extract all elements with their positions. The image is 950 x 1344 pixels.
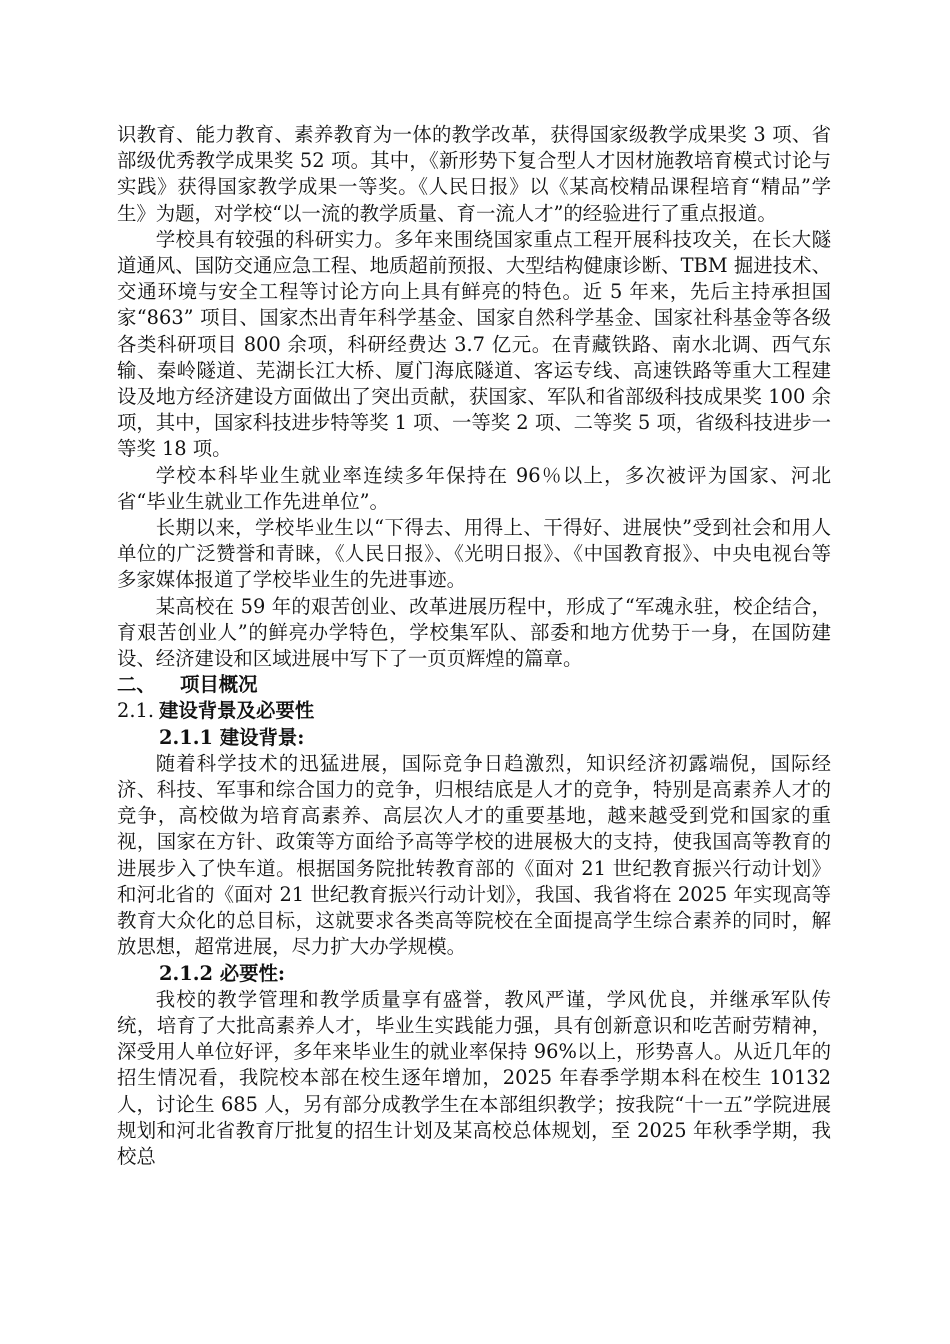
paragraph-necessity: 我校的教学管理和教学质量享有盛誉，教风严谨，学风优良，并继承军队传统，培育了大批高素养人才，毕业生实践能力强，具有创新意识和吃苦耐劳精神，深受用人单位好评，多年来毕业生的就业率保持 96%以上，形势喜人。从近几年的招生情况看，我院校本部在校生逐年增加，2025 年春季学期本科在校生 10132 人，讨论生 685 人，另有部分成教学生在本部组织教学；按我院“十一五”学院进展规划和河北省教育厅批复的招生计划及某高校总体规划，至 2025 年秋季学期，我校总 xyxy=(117,987,831,1168)
paragraph-employment-rate: 学校本科毕业生就业率连续多年保持在 96％以上，多次被评为国家、河北省“毕业生就业工作先进单位”。 xyxy=(117,463,831,513)
subsection-heading-background-necessity xyxy=(117,698,831,724)
section-heading-project-overview xyxy=(117,672,831,698)
document-body xyxy=(117,122,831,1170)
paragraph-teaching-reform: 识教育、能力教育、素养教育为一体的教学改革，获得国家级教学成果奖 3 项、省部级优秀教学成果奖 52 项。其中，《新形势下复合型人才因材施教培育模式讨论与实践》获得国家教学成果一等奖。《人民日报》以《某高校精品课程培育“精品”学生》为题，对学校“以一流的教学质量、育一流人才”的经验进行了重点报道。 xyxy=(117,123,831,225)
paragraph-construction-background: 随着科学技术的迅猛进展，国际竞争日趋激烈，知识经济初露端倪，国际经济、科技、军事和综合国力的竞争，归根结底是人才的竞争，特别是高素养人才的竞争，高校做为培育高素养、高层次人才的重要基地，越来越受到党和国家的重视，国家在方针、政策等方面给予高等学校的进展极大的支持，使我国高等教育的进展步入了快车道。根据国务院批转教育部的《面对 21 世纪教育振兴行动计划》和河北省的《面对 21 世纪教育振兴行动计划》，我国、我省将在 2025 年实现高等教育大众化的总目标，这就要求各类高等院校在全面提高学生综合素养的同时，解放思想，超常进展，尽力扩大办学规模。 xyxy=(117,751,831,959)
section-title: 项目概况 xyxy=(180,673,258,697)
subsubsection-heading-necessity: 2.1.2 必要性: xyxy=(159,961,286,985)
section-number: 二、 xyxy=(117,673,156,697)
subsubsection-heading-background: 2.1.1 建设背景: xyxy=(159,725,305,749)
subsection-number: 2.1. xyxy=(117,699,155,723)
paragraph-school-history: 某高校在 59 年的艰苦创业、改革进展历程中，形成了“军魂永驻，校企结合，育艰苦创业人”的鲜亮办学特色，学校集军队、部委和地方优势于一身，在国防建设、经济建设和区域进展中写下了一页页辉煌的篇章。 xyxy=(117,594,831,671)
paragraph-graduate-reputation: 长期以来，学校毕业生以“下得去、用得上、干得好、进展快”受到社会和用人单位的广泛赞誉和青睐，《人民日报》、《光明日报》、《中国教育报》、中央电视台等多家媒体报道了学校毕业生的先进事迹。 xyxy=(117,516,831,592)
paragraph-research-strength: 学校具有较强的科研实力。多年来围绕国家重点工程开展科技攻关，在长大隧道通风、国防交通应急工程、地质超前预报、大型结构健康诊断、TBM 掘进技术、交通环境与安全工程等讨论方向上具有鲜亮的特色。近 5 年来，先后主持承担国家“863” 项目、国家杰出青年科学基金、国家自然科学基金、国家社科基金等各级各类科研项目 800 余项，科研经费达 3.7 亿元。在青藏铁路、南水北调、西气东输、秦岭隧道、芜湖长江大桥、厦门海底隧道、客运专线、高速铁路等重大工程建设及地方经济建设方面做出了突出贡献，获国家、军队和省部级科技成果奖 100 余项，其中，国家科技进步特等奖 1 项、一等奖 2 项、二等奖 5 项，省级科技进步一等奖 18 项。 xyxy=(117,227,831,461)
subsection-title: 建设背景及必要性 xyxy=(159,699,315,723)
